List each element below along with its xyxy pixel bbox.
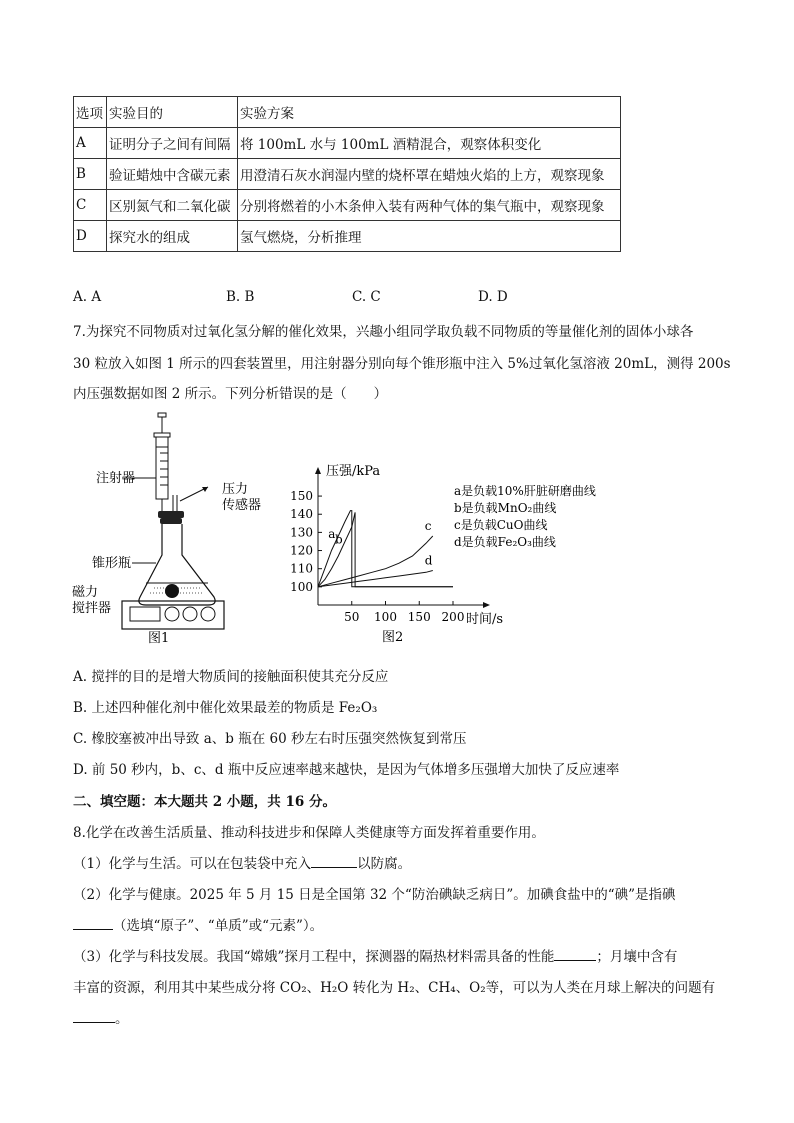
q6-option-b[interactable]: B. B: [226, 289, 255, 305]
chart-series-b: [318, 512, 453, 586]
fig1-stirrer-label-2: 搅拌器: [72, 601, 112, 616]
table-cell: 探究水的组成: [107, 221, 238, 252]
q6-option-a[interactable]: A. A: [73, 289, 102, 305]
chart-x-arrow: [483, 602, 490, 608]
q8-p1-blank[interactable]: [311, 853, 357, 868]
table-cell: 用澄清石灰水润湿内壁的烧杯罩在蜡烛火焰的上方，观察现象: [238, 159, 621, 190]
fig1-stirrer-label-1: 磁力: [72, 585, 99, 600]
table-header-cell: 实验目的: [107, 97, 238, 128]
chart-legend-a: a是负载10%肝脏研磨曲线: [454, 484, 596, 498]
table-cell: C: [74, 190, 107, 221]
chart-legend-d: d是负载Fe₂O₃曲线: [454, 535, 556, 549]
q8-p3-text-b: ；月壤中含有: [596, 949, 678, 965]
chart-series-label-c: c: [424, 519, 432, 534]
chart-y-tick-label: 110: [290, 561, 313, 576]
table-header-cell: 选项: [74, 97, 107, 128]
table-row: [74, 190, 621, 221]
q7-option-a[interactable]: A. 搅拌的目的是增大物质间的接触面积使其充分反应: [73, 669, 389, 685]
chart-xlabel: 时间/s: [466, 612, 504, 627]
q8-part-1: [73, 852, 411, 872]
fig1-syringe-label: 注射器: [96, 471, 136, 486]
q8-p1-text-a: （1）化学与生活。可以在包装袋中充入: [73, 856, 312, 872]
chart-series-a: [318, 511, 453, 587]
table-row: [74, 221, 621, 252]
table-cell: 验证蜡烛中含碳元素: [107, 159, 238, 190]
chart-x-tick-label: 50: [344, 610, 360, 624]
q6-option-d[interactable]: D. D: [478, 289, 508, 305]
q8-p3-text-a: （3）化学与科技发展。我国“嫦娥”探月工程中，探测器的隔热材料需具备的性能: [73, 949, 555, 965]
fig1-sensor-label-2: 传感器: [222, 498, 262, 513]
figure-1-apparatus: [70, 405, 290, 650]
table-header-cell: 实验方案: [238, 97, 621, 128]
table-cell: 证明分子之间有间隔: [107, 128, 238, 159]
chart-y-tick-label: 100: [290, 579, 313, 594]
q7-option-d[interactable]: D. 前 50 秒内，b、c、d 瓶中反应速率越来越快，是因为气体增多压强增大加快了反应速率: [73, 762, 620, 778]
fig1-flask-label: 锥形瓶: [92, 556, 132, 571]
q8-part-3-line-3: [73, 1007, 129, 1027]
chart-caption: 图2: [382, 630, 404, 645]
chart-series-label-b: b: [335, 532, 343, 547]
table-cell: B: [74, 159, 107, 190]
q8-part-2-line-2: [73, 914, 323, 934]
chart-y-tick-label: 150: [290, 489, 313, 504]
chart-x-tick-label: 200: [441, 610, 465, 624]
chart-series-d: [318, 571, 433, 587]
q8-p3-blank-2[interactable]: [73, 1008, 115, 1023]
chart-legend-c: c是负载CuO曲线: [454, 518, 548, 532]
experiment-table: [73, 96, 621, 252]
q7-stem-line-1: 7.为探究不同物质对过氧化氢分解的催化效果，兴趣小组同学取负载不同物质的等量催化剂的固体小球各: [73, 324, 694, 340]
q7-stem-line-3: 内压强数据如图 2 所示。下列分析错误的是（ ）: [73, 386, 388, 402]
section-2-title: 二、填空题：本大题共 2 小题，共 16 分。: [73, 794, 336, 810]
chart-y-tick-label: 130: [290, 525, 313, 540]
chart-y-tick-label: 120: [290, 543, 313, 558]
table-cell: 区别氮气和二氧化碳: [107, 190, 238, 221]
q8-part-2-line-1: （2）化学与健康。2025 年 5 月 15 日是全国第 32 个“防治碘缺乏病日”。加碘食盐中的“碘”是指碘: [73, 887, 676, 903]
chart-legend-b: b是负载MnO₂曲线: [454, 501, 557, 515]
q7-option-c[interactable]: C. 橡胶塞被冲出导致 a、b 瓶在 60 秒左右时压强突然恢复到常压: [73, 731, 467, 747]
q8-p3-blank-1[interactable]: [554, 946, 596, 961]
q7-option-b[interactable]: B. 上述四种催化剂中催化效果最差的物质是 Fe₂O₃: [73, 700, 378, 716]
table-cell: 分别将燃着的小木条伸入装有两种气体的集气瓶中，观察现象: [238, 190, 621, 221]
table-row: [74, 159, 621, 190]
chart-ylabel: 压强/kPa: [326, 464, 381, 479]
q7-stem-line-2: 30 粒放入如图 1 所示的四套装置里，用注射器分别向每个锥形瓶中注入 5%过氧化氢溶液 20mL，测得 200s: [73, 356, 731, 372]
chart-series-label-d: d: [424, 553, 433, 568]
table-header-row: [74, 97, 621, 128]
q8-p2-blank[interactable]: [73, 915, 113, 930]
table-cell: A: [74, 128, 107, 159]
table-cell: D: [74, 221, 107, 252]
fig1-sensor-label-1: 压力: [222, 482, 249, 497]
table-row: [74, 128, 621, 159]
chart-x-tick-label: 100: [374, 610, 397, 624]
figure-2-chart: [280, 455, 630, 650]
q8-p2-text-b: （选填“原子”、“单质”或“元素”）。: [113, 918, 324, 934]
table-cell: 将 100mL 水与 100mL 酒精混合，观察体积变化: [238, 128, 621, 159]
q8-p3-text-d: 。: [115, 1011, 129, 1027]
chart-y-arrow: [315, 467, 321, 474]
q6-option-c[interactable]: C. C: [352, 289, 381, 305]
q8-stem: 8.化学在改善生活质量、推动科技进步和保障人类健康等方面发挥着重要作用。: [73, 825, 545, 841]
table-cell: 氢气燃烧，分析推理: [238, 221, 621, 252]
q8-part-3-line-1: [73, 945, 677, 965]
chart-series-label-a: a: [328, 527, 336, 542]
fig1-caption: 图1: [148, 631, 170, 646]
q8-part-3-line-2: 丰富的资源，利用其中某些成分将 CO₂、H₂O 转化为 H₂、CH₄、O₂等，可以为人类在月球上解决的问题有: [73, 980, 716, 996]
chart-x-tick-label: 150: [407, 610, 431, 624]
q8-p1-text-b: 以防腐。: [357, 856, 412, 872]
chart-y-tick-label: 140: [290, 507, 313, 522]
